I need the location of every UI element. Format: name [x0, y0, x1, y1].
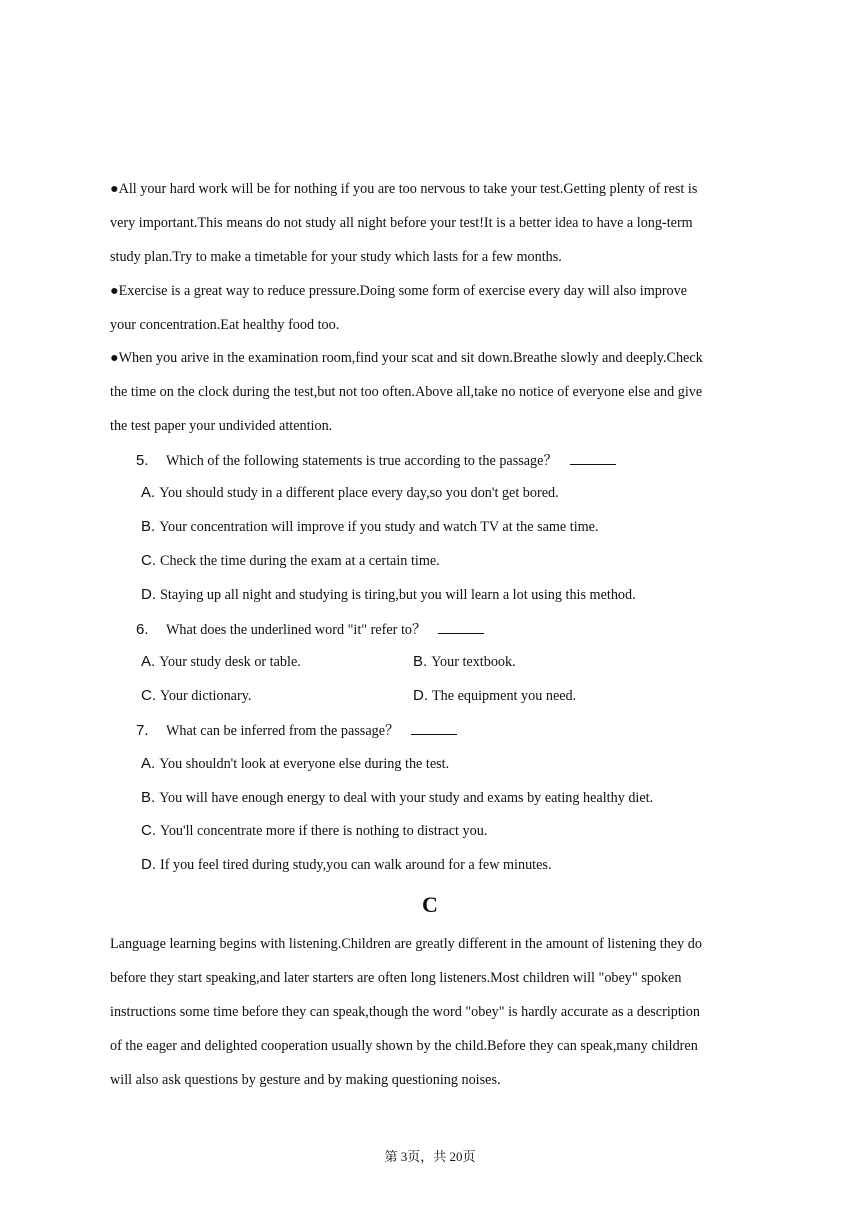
option-letter: A. [141, 755, 156, 772]
section-title: C [422, 892, 438, 917]
option-text: You should study in a different place every day,so you don't get bored. [159, 485, 559, 501]
paragraph-line: ●All your hard work will be for nothing if you are too nervous to take your test.Getting plenty of rest is [110, 181, 698, 197]
option-text: You shouldn't look at everyone else during the test. [159, 756, 450, 772]
option-letter: B. [141, 789, 156, 806]
paragraph-line: ●Exercise is a great way to reduce pressure.Doing some form of exercise every day will also improve [110, 283, 688, 299]
option-text: Your concentration will improve if you study and watch TV at the same time. [159, 519, 599, 535]
option-letter: B. [413, 653, 428, 670]
option-a [141, 652, 301, 672]
paragraph-line: before they start speaking,and later starters are often long listeners.Most children will "obey" spoken [110, 970, 682, 986]
option-b [141, 517, 599, 537]
option-letter: A. [141, 484, 156, 501]
paragraph-line: ●When you arive in the examination room,find your scat and sit down.Breathe slowly and deeply.Check [110, 350, 703, 366]
page-footer: 第 3页，共 20页 [384, 1149, 476, 1164]
option-letter: D. [413, 687, 428, 704]
option-text: Your study desk or table. [159, 654, 301, 670]
option-text: Check the time during the exam at a certain time. [160, 553, 440, 569]
paragraph-line: the time on the clock during the test,but not too often.Above all,take no notice of everyone else and give [110, 384, 703, 400]
question-5 [136, 450, 616, 471]
option-text: Your dictionary. [160, 688, 252, 704]
option-letter: B. [141, 518, 156, 535]
option-letter: D. [141, 586, 156, 603]
paragraph-line: the test paper your undivided attention. [110, 418, 333, 434]
question-number: 5. [136, 452, 149, 469]
question-7 [136, 720, 457, 741]
paragraph-line: very important.This means do not study all night before your test!It is a better idea to have a long-term [110, 215, 693, 231]
option-text: You will have enough energy to deal with your study and exams by eating healthy diet. [159, 790, 654, 806]
option-b [141, 788, 653, 808]
option-letter: C. [141, 552, 156, 569]
option-letter: D. [141, 856, 156, 873]
paragraph-line: study plan.Try to make a timetable for your study which lasts for a few months. [110, 249, 562, 265]
option-c [141, 686, 251, 706]
paragraph-line: will also ask questions by gesture and by making questioning noises. [110, 1072, 501, 1088]
option-text: Staying up all night and studying is tiring,but you will learn a lot using this method. [160, 587, 636, 603]
option-a [141, 483, 559, 503]
question-text: Which of the following statements is true according to the passage？ [166, 453, 558, 469]
answer-blank[interactable] [570, 450, 616, 465]
answer-blank[interactable] [438, 619, 484, 634]
paragraph-line: instructions some time before they can speak,though the word "obey" is hardly accurate as a description [110, 1004, 700, 1020]
option-letter: C. [141, 822, 156, 839]
question-text: What does the underlined word "it" refer to？ [166, 622, 427, 638]
option-d [141, 855, 552, 875]
option-a [141, 754, 449, 774]
paragraph-line: of the eager and delighted cooperation usually shown by the child.Before they can speak,many children [110, 1038, 698, 1054]
option-d [141, 585, 636, 605]
option-text: You'll concentrate more if there is nothing to distract you. [160, 823, 488, 839]
paragraph-line: Language learning begins with listening.Children are greatly different in the amount of listening they do [110, 936, 702, 952]
question-number: 6. [136, 621, 149, 638]
question-text: What can be inferred from the passage？ [166, 723, 400, 739]
option-text: If you feel tired during study,you can walk around for a few minutes. [160, 857, 552, 873]
option-c [141, 821, 487, 841]
option-letter: A. [141, 653, 156, 670]
option-letter: C. [141, 687, 156, 704]
option-c [141, 551, 440, 571]
answer-blank[interactable] [411, 720, 457, 735]
option-text: Your textbook. [431, 654, 516, 670]
question-number: 7. [136, 722, 149, 739]
option-b [413, 652, 516, 672]
question-6 [136, 619, 484, 640]
option-d [413, 686, 576, 706]
paragraph-line: your concentration.Eat healthy food too. [110, 317, 340, 333]
option-text: The equipment you need. [432, 688, 577, 704]
